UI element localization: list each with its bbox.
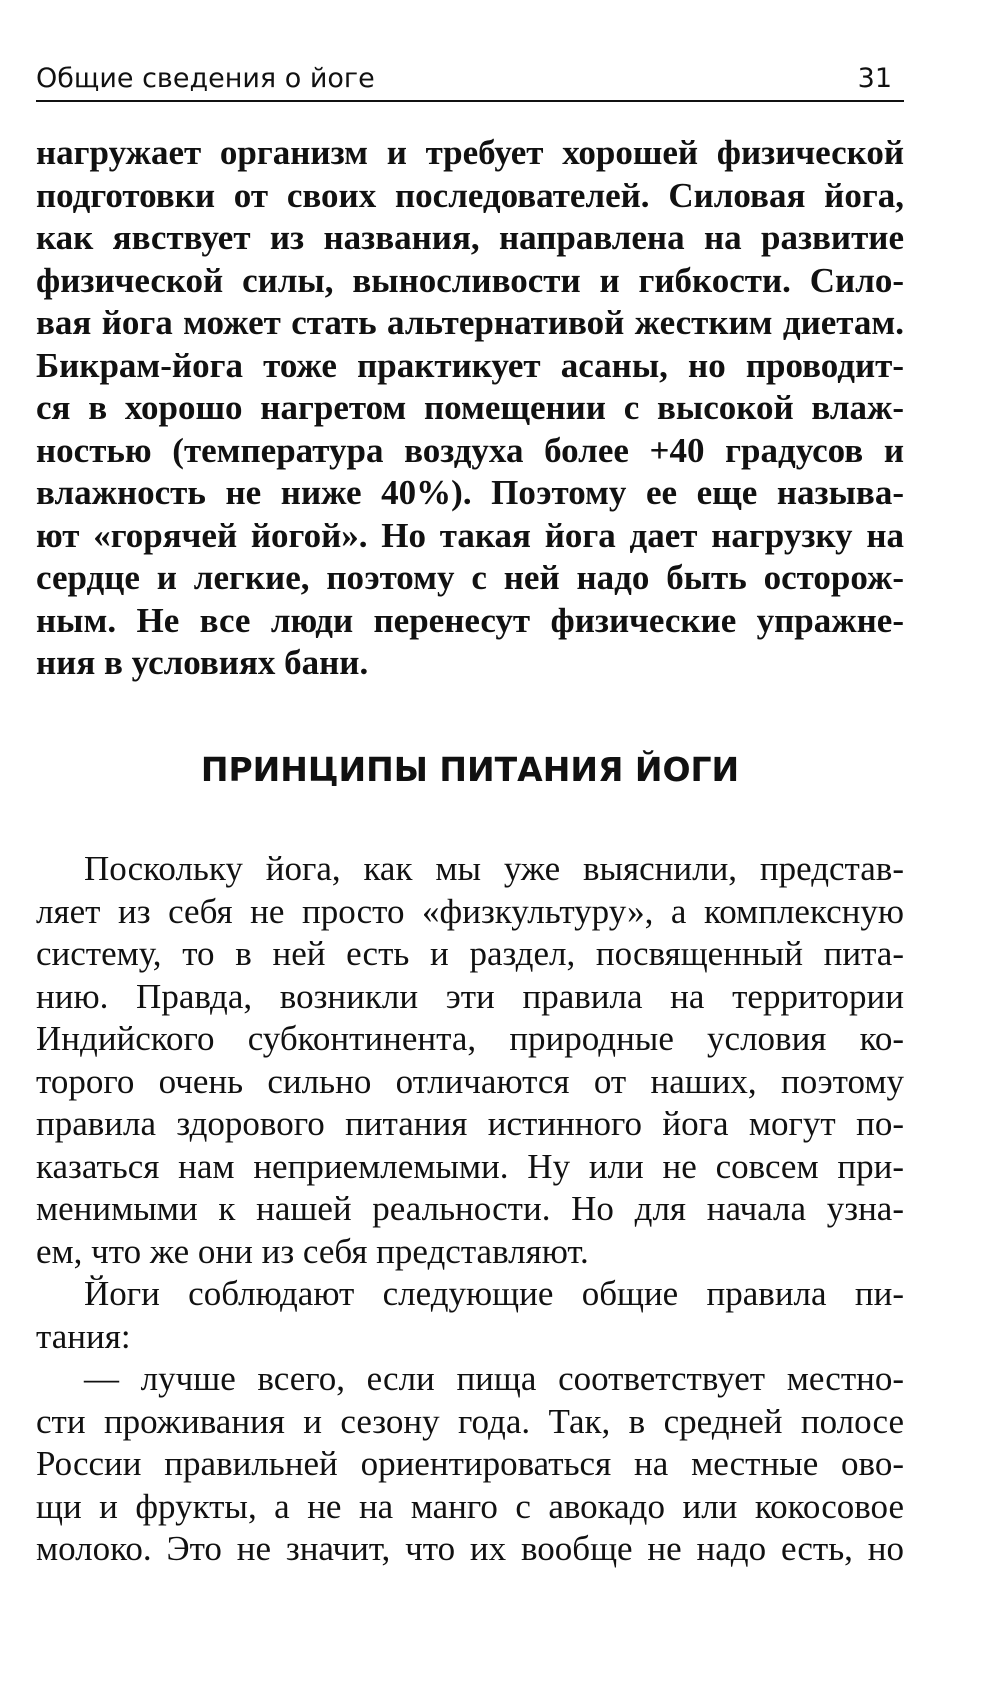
text-line: ем, что же они из себя представляют.	[36, 1231, 589, 1271]
text-line: вая йога может стать альтернативой жестким диетам.	[36, 303, 904, 342]
text-line: ным. Не все люди перенесут физические упражне-	[36, 600, 904, 640]
section-body	[36, 848, 904, 1571]
text-line: — лучше всего, если пища соответствует местно-	[84, 1359, 904, 1398]
text-line: менимыми к нашей реальности. Но для начала узна-	[36, 1189, 904, 1228]
text-line: физической силы, выносливости и гибкости. Сило-	[36, 260, 904, 300]
bold-paragraph	[36, 132, 904, 685]
text-line: торого очень сильно отличаются от наших, поэтому	[36, 1061, 904, 1101]
text-line: ют «горячей йогой». Но такая йога дает нагрузку на	[36, 515, 904, 555]
paragraph-2	[36, 1273, 904, 1358]
text-line: Поскольку йога, как мы уже выяснили, представ-	[84, 849, 904, 888]
text-line: ся в хорошо нагретом помещении с высокой влаж-	[36, 388, 904, 427]
running-header-title: Общие сведения о йоге	[36, 63, 375, 94]
text-line: как явствует из названия, направлена на развитие	[36, 218, 904, 257]
text-line: щи и фрукты, а не на манго с авокадо или кокосовое	[36, 1486, 904, 1526]
text-line: сердце и легкие, поэтому с ней надо быть осторож-	[36, 558, 904, 597]
paragraph-1	[36, 848, 904, 1273]
text-line: ляет из себя не просто «физкультуру», а комплексную	[36, 891, 904, 931]
running-header	[36, 60, 904, 102]
text-line: влажность не ниже 40%). Поэтому ее еще называ-	[36, 473, 904, 512]
text-line: ния в условиях бани.	[36, 643, 369, 682]
text-line: тания:	[36, 1316, 131, 1356]
text-line: России правильней ориентироваться на местные ово-	[36, 1444, 904, 1483]
text-line: сти проживания и сезону года. Так, в средней полосе	[36, 1401, 904, 1441]
text-line: систему, то в ней есть и раздел, посвященный пита-	[36, 934, 904, 973]
text-line: Индийского субконтинента, природные условия ко-	[36, 1019, 904, 1058]
paragraph-3	[36, 1358, 904, 1571]
text-line: нию. Правда, возникли эти правила на территории	[36, 976, 904, 1016]
text-line: правила здорового питания истинного йога могут по-	[36, 1104, 904, 1143]
section-heading: ПРИНЦИПЫ ПИТАНИЯ ЙОГИ	[200, 750, 740, 789]
text-line: нагружает организм и требует хорошей физической	[36, 133, 904, 172]
text-line: Бикрам-йога тоже практикует асаны, но проводит-	[36, 345, 904, 385]
text-line: казаться нам неприемлемыми. Ну или не совсем при-	[36, 1146, 904, 1186]
text-line: подготовки от своих последователей. Силовая йога,	[36, 175, 904, 215]
text-line: Йоги соблюдают следующие общие правила пи-	[84, 1274, 904, 1313]
text-line: ностью (температура воздуха более +40 градусов и	[36, 430, 904, 470]
page-number: 31	[857, 63, 892, 94]
text-line: молоко. Это не значит, что их вообще не надо есть, но	[36, 1529, 904, 1568]
